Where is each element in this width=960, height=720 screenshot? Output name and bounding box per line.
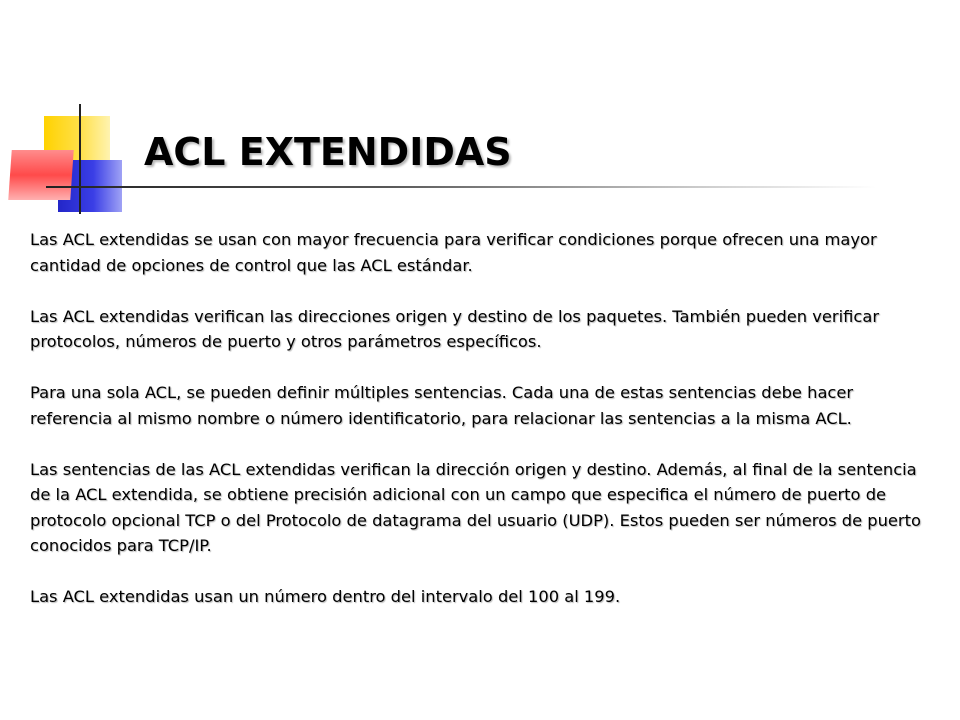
title-underline-rule	[46, 186, 876, 188]
slide-body	[30, 227, 940, 635]
paragraph: Las ACL extendidas usan un número dentro del intervalo del 100 al 199.	[30, 587, 621, 606]
vertical-rule	[79, 104, 81, 214]
slide-title: ACL EXTENDIDAS	[144, 130, 512, 174]
paragraph: Para una sola ACL, se pueden definir múltiples sentencias. Cada una de estas sentencias debe hacer referencia al mismo nombre o número identificatorio, para relacionar las sentencias a la misma ACL.	[30, 383, 854, 428]
paragraph: Las ACL extendidas se usan con mayor frecuencia para verificar condiciones porque ofrecen una mayor cantidad de opciones de control que las ACL estándar.	[30, 230, 877, 275]
red-square-shape	[8, 150, 73, 200]
paragraph: Las ACL extendidas verifican las direcciones origen y destino de los paquetes. También pueden verificar protocolos, números de puerto y otros parámetros específicos.	[30, 306, 880, 351]
paragraph: Las sentencias de las ACL extendidas verifican la dirección origen y destino. Además, al final de la sentencia de la ACL extendida, se obtiene precisión adicional con un campo que especifica el número de puerto de protocolo opcional TCP o del Protocolo de datagrama del usuario (UDP). Estos pueden ser números de puerto conocidos para TCP/IP.	[30, 459, 921, 555]
